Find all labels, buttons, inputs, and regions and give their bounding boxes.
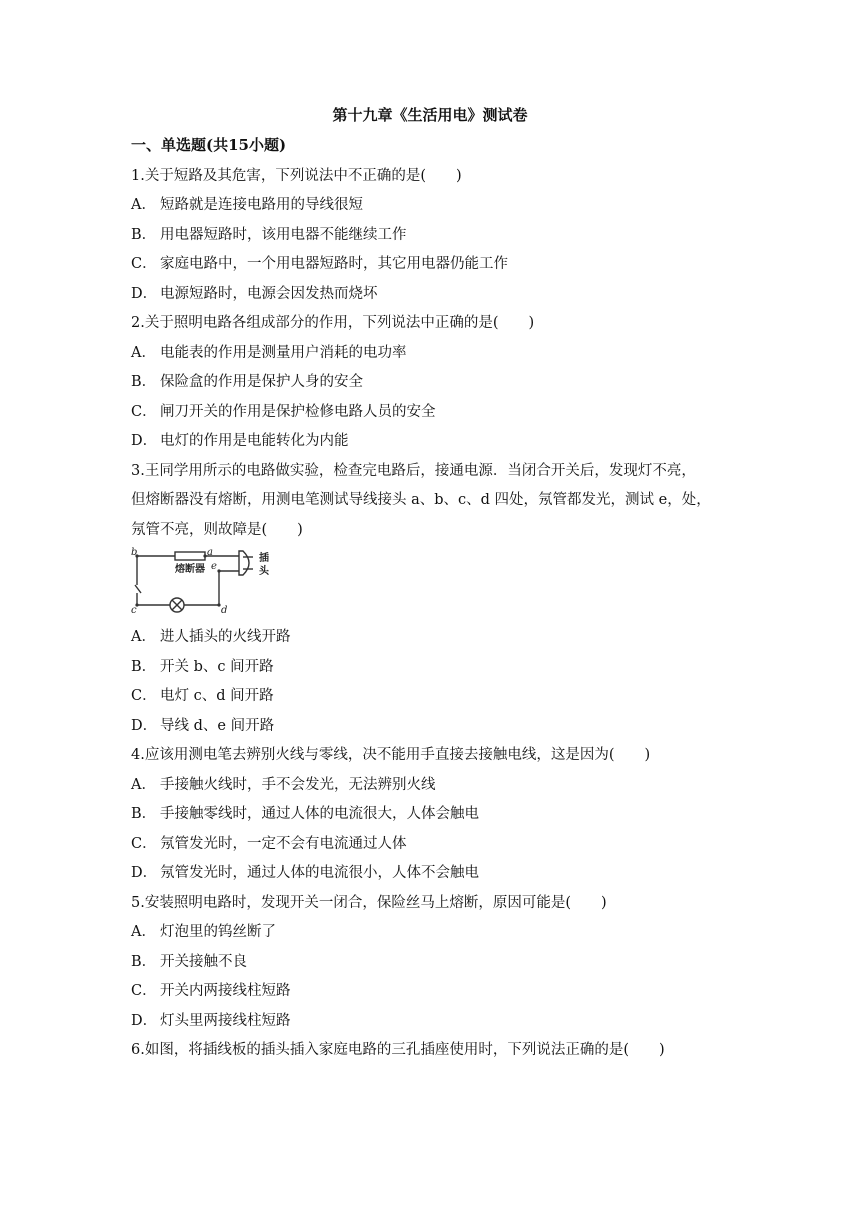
question-2-option-b[interactable]: B． 保险盒的作用是保护人身的安全: [131, 374, 363, 390]
question-4-option-b[interactable]: B． 手接触零线时，通过人体的电流很大，人体会触电: [131, 806, 479, 822]
page-title: 第十九章《生活用电》测试卷: [332, 106, 528, 124]
question-3-option-c[interactable]: C． 电灯 c、d 间开路: [131, 688, 274, 704]
question-1-option-d[interactable]: D． 电源短路时，电源会因发热而烧坏: [131, 286, 378, 302]
circuit-diagram: [131, 547, 281, 615]
question-6-stem: 6.如图，将插线板的插头插入家庭电路的三孔插座使用时，下列说法正确的是( ): [131, 1042, 665, 1058]
question-2-option-a[interactable]: A． 电能表的作用是测量用户消耗的电功率: [131, 345, 407, 361]
junction-e: [217, 569, 220, 572]
question-4-option-d[interactable]: D． 氖管发光时，通过人体的电流很小，人体不会触电: [131, 865, 479, 881]
question-4-stem: 4.应该用测电笔去辨别火线与零线，决不能用手直接去接触电线，这是因为( ): [131, 747, 651, 763]
question-3-option-a[interactable]: A． 进人插头的火线开路: [131, 629, 291, 645]
question-5-option-c[interactable]: C． 开关内两接线柱短路: [131, 983, 291, 999]
fuse-box: [175, 552, 205, 560]
point-label-d: d: [221, 605, 228, 615]
question-4-option-a[interactable]: A． 手接触火线时，手不会发光，无法辨别火线: [131, 777, 436, 793]
question-5-stem: 5.安装照明电路时，发现开关一闭合，保险丝马上熔断，原因可能是( ): [131, 895, 607, 911]
question-3-option-b[interactable]: B． 开关 b、c 间开路: [131, 659, 274, 675]
question-5-option-a[interactable]: A． 灯泡里的钨丝断了: [131, 924, 276, 940]
question-3-option-d[interactable]: D． 导线 d、e 间开路: [131, 718, 275, 734]
question-1-option-c[interactable]: C． 家庭电路中，一个用电器短路时，其它用电器仍能工作: [131, 256, 508, 272]
question-1-option-a[interactable]: A． 短路就是连接电路用的导线很短: [131, 197, 363, 213]
plug-label-1: 插: [259, 553, 269, 564]
point-label-a: a: [207, 547, 213, 558]
question-5-option-b[interactable]: B． 开关接触不良: [131, 954, 247, 970]
plug-label-2: 头: [259, 566, 269, 577]
question-5-option-d[interactable]: D． 灯头里两接线柱短路: [131, 1013, 291, 1029]
section-heading: 一、单选题(共15小题): [131, 136, 287, 154]
point-label-c: c: [131, 605, 137, 615]
fuse-label: 熔断器: [175, 564, 205, 575]
switch-blade: [135, 585, 141, 593]
question-4-option-c[interactable]: C． 氖管发光时，一定不会有电流通过人体: [131, 836, 407, 852]
question-1-option-b[interactable]: B． 用电器短路时，该用电器不能继续工作: [131, 227, 407, 243]
question-2-option-c[interactable]: C． 闸刀开关的作用是保护检修电路人员的安全: [131, 404, 436, 420]
question-2-stem: 2.关于照明电路各组成部分的作用，下列说法中正确的是( ): [131, 315, 535, 331]
question-3-stem-line-3: 氖管不亮，则故障是( ): [131, 522, 303, 538]
question-2-option-d[interactable]: D． 电灯的作用是电能转化为内能: [131, 433, 349, 449]
question-1-stem: 1.关于短路及其危害，下列说法中不正确的是( ): [131, 168, 462, 184]
plug-body: [239, 551, 249, 575]
point-label-e: e: [211, 561, 217, 572]
question-3-stem-line-1: 3.王同学用所示的电路做实验，检查完电路后，接通电源．当闭合开关后，发现灯不亮，: [131, 463, 696, 479]
point-label-b: b: [131, 547, 138, 558]
question-3-stem-line-2: 但熔断器没有熔断，用测电笔测试导线接头 a、b、c、d 四处，氖管都发光，测试 e，处，: [131, 492, 711, 508]
